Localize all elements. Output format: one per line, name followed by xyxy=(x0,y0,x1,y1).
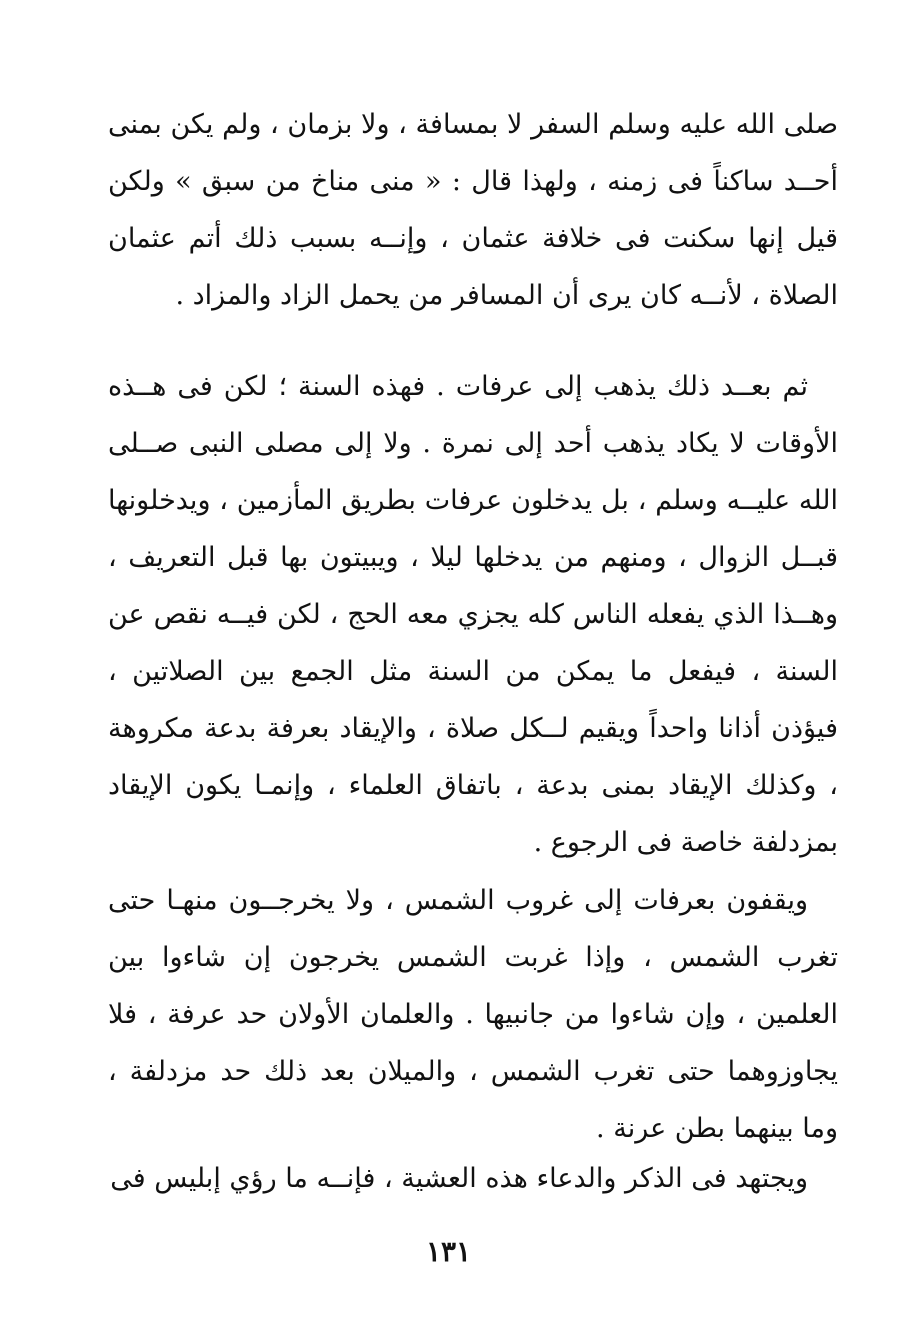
paragraph-3: ويقفون بعرفات إلى غروب الشمس ، ولا يخرجــون منهـا حتى تغرب الشمس ، وإذا غربت الشمس يخرجون إن شاءوا بين العلمين ، وإن شاءوا من جانبيها . والعلمان الأولان حد عرفة ، فلا يجاوزوهما حتى تغرب الشمس ، والميلان بعد ذلك حد مزدلفة ، وما بينهما بطن عرنة . xyxy=(108,885,838,1144)
page-number: ١٣١ xyxy=(425,1235,472,1268)
paragraph-1: صلى الله عليه وسلم السفر لا بمسافة ، ولا بزمان ، ولم يكن بمنى أحــد ساكناً فى زمنه ، ولهذا قال : « منى مناخ من سبق » ولكن قيل إنها سكنت فى خلافة عثمان ، وإنــه بسبب ذلك أتم عثمان الصلاة ، لأنــه كان يرى أن المسافر من يحمل الزاد والمزاد . xyxy=(108,109,838,311)
paragraph-4: ويجتهد فى الذكر والدعاء هذه العشية ، فإنــه ما رؤي إبليس فى xyxy=(110,1163,808,1194)
paragraph-2: ثم بعــد ذلك يذهب إلى عرفات . فهذه السنة ؛ لكن فى هــذه الأوقات لا يكاد يذهب أحد إلى نمرة . ولا إلى مصلى النبى صــلى الله عليــه وسلم ، بل يدخلون عرفات بطريق المأزمين ، ويدخلونها قبــل الزوال ، ومنهم من يدخلها ليلا ، ويبيتون بها قبل التعريف ، وهــذا الذي يفعله الناس كله يجزي معه الحج ، لكن فيــه نقص عن السنة ، فيفعل ما يمكن من السنة مثل الجمع بين الصلاتين ، فيؤذن أذانا واحداً ويقيم لــكل صلاة ، والإيقاد بعرفة بدعة مكروهة ، وكذلك الإيقاد بمنى بدعة ، باتفاق العلماء ، وإنمـا يكون الإيقاد بمزدلفة خاصة فى الرجوع . xyxy=(108,371,838,858)
